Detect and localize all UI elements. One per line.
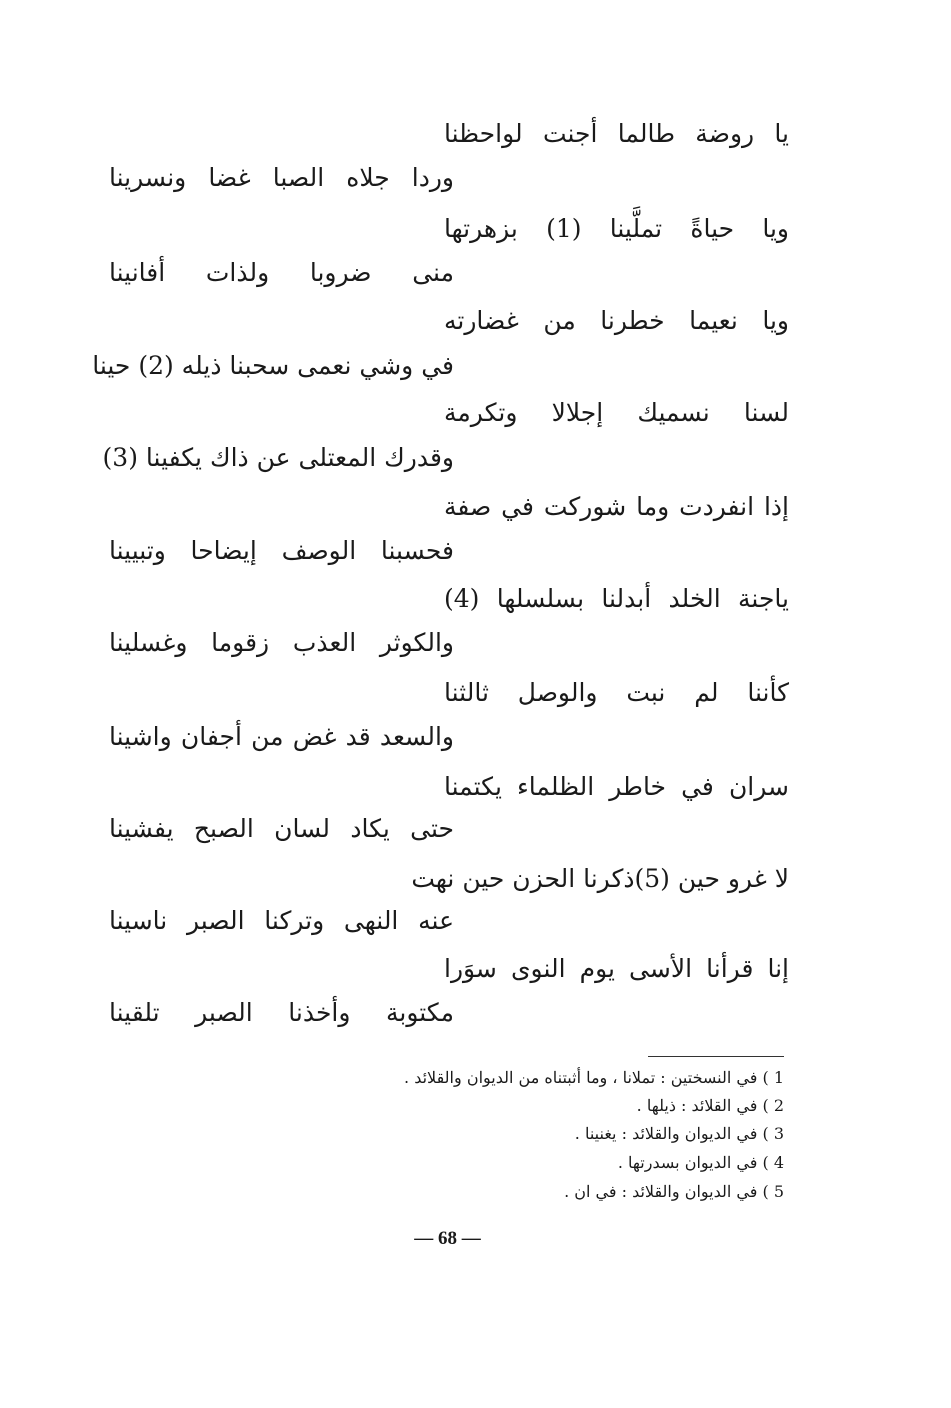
verse-3-first: ويا نعيما خطرنا من غضارته	[444, 306, 789, 335]
verse-6-first: ياجنة الخلد أبدلنا بسلسلها (4)	[444, 584, 789, 613]
verse-8-second: حتى يكاد لسان الصبح يفشينا	[109, 814, 454, 843]
verse-9-first: لا غرو حين (5)ذكرنا الحزن حين نهت	[411, 864, 789, 893]
verse-3-second: في وشي نعمى سحبنا ذيله (2) حينا	[92, 351, 454, 380]
verse-5-second: فحسبنا الوصف إيضاحا وتبيينا	[109, 536, 454, 565]
verse-10-second: مكتوبة وأخذنا الصبر تلقينا	[109, 998, 454, 1027]
verse-2-second: منى ضروبا ولذات أفانينا	[109, 258, 454, 287]
verse-4-second: وقدرك المعتلى عن ذاك يكفينا (3)	[102, 443, 454, 472]
footnote-5: 5 ) في الديوان والقلائد : في ان .	[564, 1182, 784, 1201]
page-number: — 68 —	[414, 1228, 481, 1249]
verse-9-second: عنه النهى وتركنا الصبر ناسينا	[109, 906, 454, 935]
verse-1-first: يا روضة طالما أجنت لواحظنا	[444, 119, 789, 148]
verse-7-first: كأننا لم نبت والوصل ثالثنا	[444, 678, 789, 707]
verse-2-first: ويا حياةً تملَّينا (1) بزهرتها	[444, 214, 789, 243]
verse-4-first: لسنا نسميك إجلالا وتكرمة	[444, 398, 789, 427]
verse-1-second: وردا جلاه الصبا غضا ونسرينا	[109, 163, 454, 192]
verse-7-second: والسعد قد غض من أجفان واشينا	[109, 722, 454, 751]
verse-8-first: سران في خاطر الظلماء يكتمنا	[444, 772, 789, 801]
footnote-4: 4 ) في الديوان بسدرتها .	[617, 1153, 784, 1172]
footnote-3: 3 ) في الديوان والقلائد : يغنينا .	[574, 1124, 784, 1143]
verse-6-second: والكوثر العذب زقوما وغسلينا	[109, 628, 454, 657]
verse-5-first: إذا انفردت وما شوركت في صفة	[444, 492, 789, 521]
footnote-divider	[648, 1056, 784, 1057]
verse-10-first: إنا قرأنا الأسى يوم النوى سوَرا	[444, 954, 789, 983]
footnote-2: 2 ) في القلائد : ذيلها .	[636, 1096, 784, 1115]
footnote-1: 1 ) في النسختين : تملانا ، وما أثبتناه من الديوان والقلائد .	[404, 1068, 784, 1087]
